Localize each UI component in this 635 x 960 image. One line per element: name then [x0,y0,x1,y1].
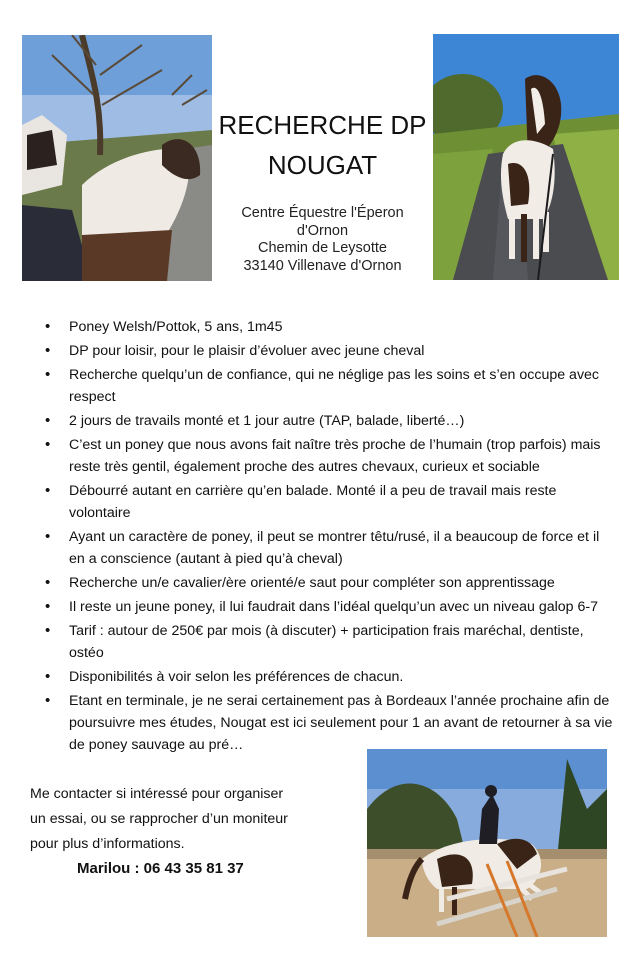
photo-ride-view [22,35,212,281]
list-item: • DP pour loisir, pour le plaisir d’évoluer avec jeune cheval [0,340,635,362]
list-item: • Tarif : autour de 250€ par mois (à discuter) + participation frais maréchal, dentiste, ostéo [0,620,635,664]
contact-line-3: pour plus d’informations. [30,836,185,852]
list-item: • Recherche quelqu’un de confiance, qui ne néglige pas les soins et s’en occupe avec respect [0,364,635,408]
address-line-2: d'Ornon [296,222,349,239]
details-list [0,316,635,758]
list-item: • 2 jours de travails monté et 1 jour autre (TAP, balade, liberté…) [0,410,635,432]
address-line-3: Chemin de Leysotte [258,240,387,256]
contact-phone: Marilou : 06 43 35 81 37 [77,860,244,877]
address-line-1: Centre Équestre l'Éperon [241,205,404,221]
list-item: • Poney Welsh/Pottok, 5 ans, 1m45 [0,316,635,338]
page-title [212,105,433,185]
address-line-4: 33140 Villenave d'Ornon [243,257,402,274]
list-item: • Recherche un/e cavalier/ère orienté/e saut pour compléter son apprentissage [0,572,635,594]
contact-message [30,782,330,857]
list-item: • Il reste un jeune poney, il lui faudrait dans l’idéal quelqu’un avec un niveau galop 6-7 [0,596,635,618]
address-block [212,205,433,275]
list-item: • Ayant un caractère de poney, il peut se montrer têtu/rusé, il a beaucoup de force et il en a conscience (autant à pied qu’à cheval) [0,526,635,570]
title-line-2: NOUGAT [267,150,378,181]
photo-pony-on-road [433,34,619,280]
contact-line-1: Me contacter si intéressé pour organiser [30,786,284,802]
list-item: • C’est un poney que nous avons fait naître très proche de l’humain (trop parfois) mais reste très gentil, également proche des autres chevaux, curieux et sociable [0,434,635,478]
title-line-1: RECHERCHE DP [218,110,427,141]
list-item: • Disponibilités à voir selon les préférences de chacun. [0,666,635,688]
list-item: • Débourré autant en carrière qu’en balade. Monté il a peu de travail mais reste volontaire [0,480,635,524]
contact-line-2: un essai, ou se rapprocher d’un moniteur [30,811,288,827]
photo-pony-jumping [367,749,607,937]
list-item: • Etant en terminale, je ne serai certainement pas à Bordeaux l’année prochaine afin de poursuivre mes études, Nougat est ici seulement pour 1 an avant de retourner à sa vie de poney sauvage au pré… [0,690,635,756]
